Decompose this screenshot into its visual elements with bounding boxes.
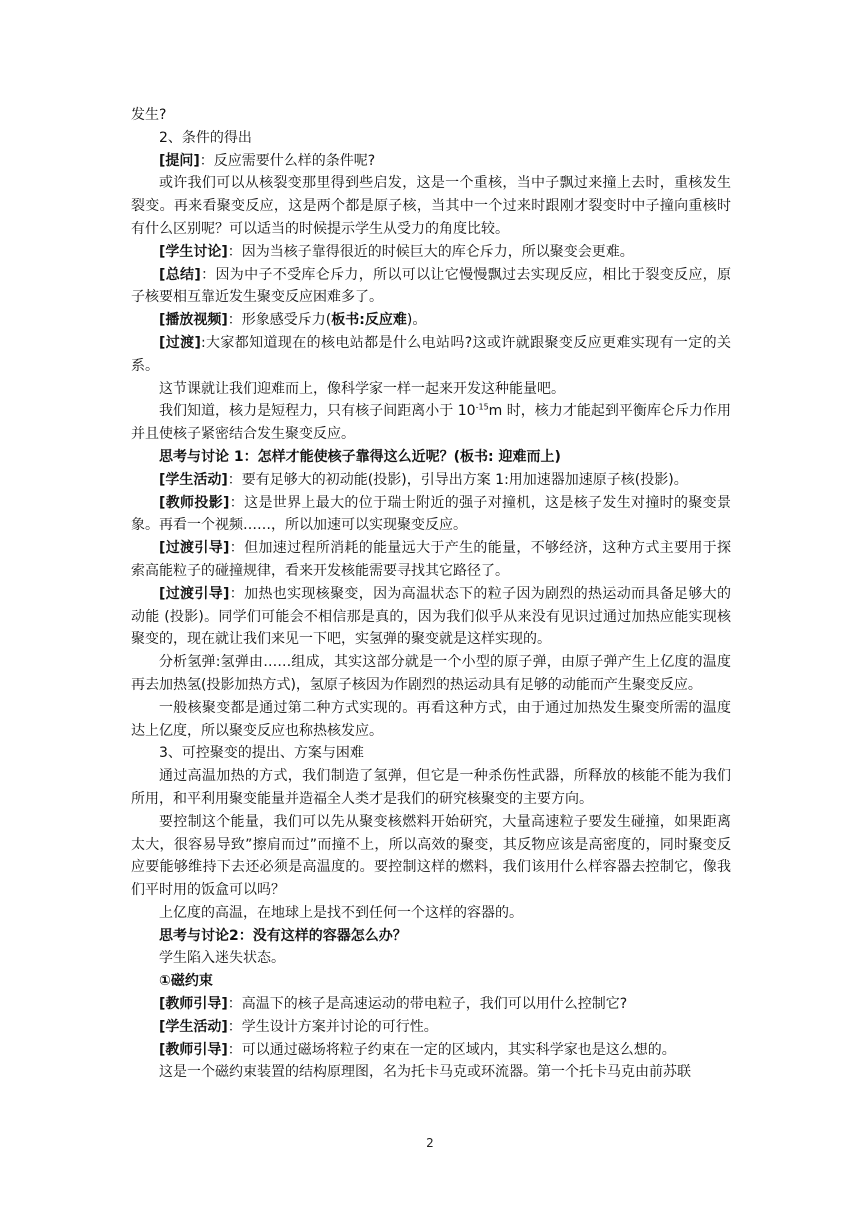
bold-text: [过渡引导] [159, 540, 230, 557]
paragraph [131, 697, 731, 743]
text-run: ：反应需要什么样的条件呢? [199, 152, 376, 169]
bold-text: [教师引导] [159, 996, 228, 1013]
text-run: ：形象感受斥力( [227, 312, 332, 329]
paragraph [131, 1016, 731, 1039]
paragraph [131, 947, 731, 970]
text-run: 要控制这个能量，我们可以先从聚变核燃料开始研究，大量高速粒子要发生碰撞，如果距离太大，很容易导致”擦肩而过”而撞不上，所以高效的聚变，其反物应该是高密度的，同时聚变反应要能够维持下去还必须是高温度的。要控制这样的燃料，我们该用什么样容器去控制它，像我们平时用的饭盒可以吗？ [131, 813, 731, 899]
bold-text: [过渡引导] [159, 585, 230, 602]
bold-text: [总结] [159, 266, 201, 283]
text-run: ：高温下的核子是高速运动的带电粒子，我们可以用什么控制它? [227, 996, 628, 1013]
paragraph [131, 583, 731, 651]
paragraph [131, 537, 731, 583]
paragraph [131, 332, 731, 378]
text-run: ：学生设计方案并讨论的可行性。 [227, 1018, 438, 1035]
paragraph [131, 765, 731, 811]
bold-text: ①磁约束 [159, 973, 213, 990]
text-run: 上亿度的高温，在地球上是找不到任何一个这样的容器的。 [159, 904, 523, 921]
bold-text: [过渡] [159, 334, 201, 351]
paragraph [131, 993, 731, 1016]
bold-text: 思考与讨论2：没有这样的容器怎么办？ [159, 927, 407, 944]
text-run: ：要有足够大的初动能(投影)，引导出方案 1:用加速器加速原子核(投影)。 [227, 471, 688, 488]
text-run: 学生陷入迷失状态。 [159, 950, 285, 967]
paragraph [131, 902, 731, 925]
paragraph [131, 378, 731, 401]
text-run: ：因为中子不受库仑斥力，所以可以让它慢慢飘过去实现反应，相比于裂变反应，原子核要相互靠近发生聚变反应困难多了。 [131, 266, 732, 306]
paragraph [131, 811, 731, 902]
text-run: 3、可控聚变的提出、方案与困难 [159, 745, 364, 762]
paragraph [131, 309, 731, 332]
bold-text: [教师引导] [159, 1041, 228, 1058]
paragraph [131, 264, 731, 310]
paragraph [131, 446, 731, 469]
text-run: 分析氢弹:氢弹由……组成，其实这部分就是一个小型的原子弹，由原子弹产生上亿度的温度再去加热氢(投影加热方式)，氢原子核因为作剧烈的热运动具有足够的动能而产生聚变反应。 [131, 654, 731, 693]
bold-text: 思考与讨论 1：怎样才能使核子靠得这么近呢？(板书: 迎难而上) [159, 448, 561, 465]
text-run: 一般核聚变都是通过第二种方式实现的。再看这种方式，由于通过加热发生聚变所需的温度达上亿度，所以聚变反应也称热核发应。 [131, 699, 731, 739]
text-run: 或许我们可以从核裂变那里得到些启发，这是一个重核，当中子飘过来撞上去时，重核发生裂变。再来看聚变反应，这是两个都是原子核，当其中一个过来时跟刚才裂变时中子撞向重核时有什么区别呢？可以适当的时候提示学生从受力的角度比较。 [131, 175, 731, 237]
bold-text: 板书:反应难 [331, 312, 407, 329]
paragraph [131, 127, 731, 150]
paragraph [131, 1039, 731, 1062]
paragraph [131, 150, 731, 173]
body-text [131, 104, 731, 1084]
text-run: 发生? [131, 107, 167, 123]
superscript: -15 [475, 402, 489, 412]
bold-text: [提问] [159, 152, 200, 169]
text-run: 这是一个磁约束装置的结构原理图，名为托卡马克或环流器。第一个托卡马克由前苏联 [159, 1064, 691, 1081]
text-run: 我们知道，核力是短程力，只有核子间距离小于 10 [159, 403, 476, 420]
text-run: m 时，核力才能起到平衡库仑斥力作用并且使核子紧密结合发生聚变反应。 [131, 403, 731, 443]
paragraph [131, 104, 731, 127]
paragraph [131, 651, 731, 697]
bold-text: [学生活动] [159, 471, 228, 488]
bold-text: [教师投影] [159, 494, 230, 511]
text-run: ：可以通过磁场将粒子约束在一定的区域内，其实科学家也是这么想的。 [227, 1041, 676, 1058]
paragraph [131, 172, 731, 240]
paragraph [131, 400, 731, 446]
paragraph [131, 925, 731, 948]
paragraph [131, 742, 731, 765]
paragraph [131, 241, 731, 264]
page-number: 2 [426, 1136, 434, 1150]
text-run: )。 [406, 312, 427, 329]
bold-text: [学生讨论] [159, 243, 228, 260]
text-run: :大家都知道现在的核电站都是什么电站吗?这或许就跟聚变反应更难实现有一定的关系。 [131, 334, 732, 374]
text-run: 通过高温加热的方式，我们制造了氢弹，但它是一种杀伤性武器，所释放的核能不能为我们所用，和平利用聚变能量并造福全人类才是我们的研究核聚变的主要方向。 [131, 768, 731, 807]
text-run: 2、条件的得出 [159, 129, 252, 146]
paragraph [131, 1061, 731, 1084]
paragraph [131, 492, 731, 538]
text-run: ：加热也实现核聚变，因为高温状态下的粒子因为剧烈的热运动而具备足够大的动能 (投影)。同学们可能会不相信那是真的，因为我们似乎从来没有见识过通过加热应能实现核聚变的，现在就让我们来见一下吧，实氢弹的聚变就是这样实现的。 [131, 585, 732, 648]
paragraph [131, 970, 731, 993]
text-run: ：因为当核子靠得很近的时候巨大的库仑斥力，所以聚变会更难。 [227, 243, 634, 260]
text-run: ：但加速过程所消耗的能量远大于产生的能量，不够经济，这种方式主要用于探索高能粒子的碰撞规律，看来开发核能需要寻找其它路径了。 [131, 540, 732, 579]
bold-text: [学生活动] [159, 1018, 228, 1035]
text-run: ：这是世界上最大的位于瑞士附近的强子对撞机，这是核子发生对撞时的聚变景象。再看一个视频……，所以加速可以实现聚变反应。 [131, 494, 732, 534]
text-run: 这节课就让我们迎难而上，像科学家一样一起来开发这种能量吧。 [159, 380, 565, 397]
bold-text: [播放视频] [159, 312, 228, 329]
paragraph [131, 469, 731, 492]
